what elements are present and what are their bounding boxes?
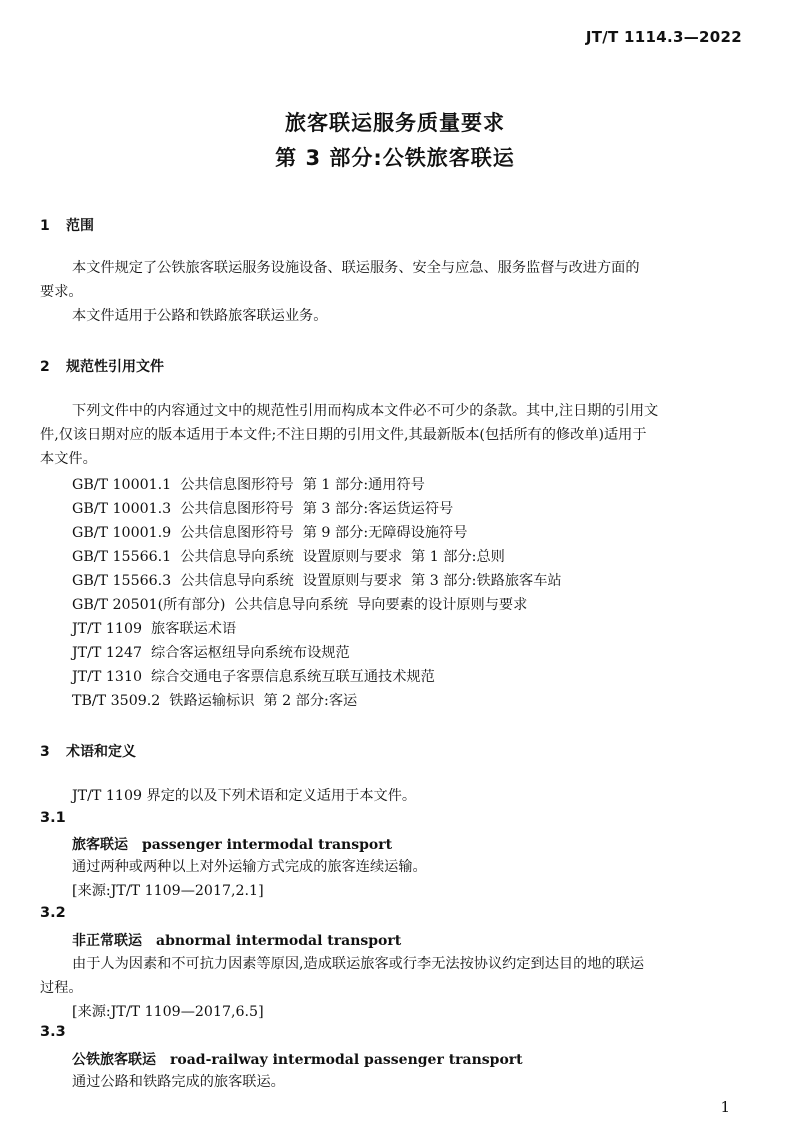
section-1-number: 1: [40, 218, 50, 234]
document-title: 旅客联运服务质量要求: [285, 111, 505, 135]
term-zh: 公铁旅客联运: [72, 1052, 156, 1068]
reference-item: TB/T 3509.2 铁路运输标识 第 2 部分:客运: [72, 693, 358, 709]
term-en: road-railway intermodal passenger transport: [170, 1052, 523, 1068]
scope-paragraph-1-line-2: 要求。: [40, 284, 83, 300]
term-zh: 非正常联运: [72, 933, 142, 949]
terms-intro: JT/T 1109 界定的以及下列术语和定义适用于本文件。: [72, 788, 417, 804]
section-2-title: 规范性引用文件: [66, 359, 164, 375]
section-3-number: 3: [40, 744, 50, 760]
reference-item: GB/T 10001.9 公共信息图形符号 第 9 部分:无障碍设施符号: [72, 525, 468, 541]
reference-item: JT/T 1310 综合交通电子客票信息系统互联互通技术规范: [72, 669, 435, 685]
term-definition: 通过两种或两种以上对外运输方式完成的旅客连续运输。: [72, 859, 427, 875]
reference-item: GB/T 15566.3 公共信息导向系统 设置原则与要求 第 3 部分:铁路旅客车站: [72, 573, 562, 589]
term-source: [来源:JT/T 1109—2017,2.1]: [72, 883, 264, 899]
reference-item: GB/T 15566.1 公共信息导向系统 设置原则与要求 第 1 部分:总则: [72, 549, 505, 565]
section-2-number: 2: [40, 359, 50, 375]
scope-paragraph-2: 本文件适用于公路和铁路旅客联运业务。: [72, 308, 328, 324]
term-definition-line-1: 由于人为因素和不可抗力因素等原因,造成联运旅客或行李无法按协议约定到达目的地的联运: [72, 956, 645, 972]
page-number: 1: [720, 1098, 730, 1116]
reference-item: GB/T 10001.3 公共信息图形符号 第 3 部分:客运货运符号: [72, 501, 454, 517]
reference-item: JT/T 1247 综合客运枢纽导向系统布设规范: [72, 645, 350, 661]
references-intro-line-1: 下列文件中的内容通过文中的规范性引用而构成本文件必不可少的条款。其中,注日期的引用文: [72, 403, 659, 419]
references-intro-line-2: 件,仅该日期对应的版本适用于本文件;不注日期的引用文件,其最新版本(包括所有的修改单)适用于: [40, 427, 647, 443]
term-source: [来源:JT/T 1109—2017,6.5]: [72, 1004, 264, 1020]
term-number: 3.1: [40, 810, 66, 826]
section-1-heading: [40, 215, 94, 235]
term-en: abnormal intermodal transport: [156, 933, 402, 949]
reference-item: GB/T 20501(所有部分) 公共信息导向系统 导向要素的设计原则与要求: [72, 597, 528, 613]
term-heading: [72, 1049, 523, 1069]
reference-item: JT/T 1109 旅客联运术语: [72, 621, 237, 637]
references-intro-line-3: 本文件。: [40, 451, 97, 467]
term-zh: 旅客联运: [72, 837, 128, 853]
section-2-heading: [40, 356, 164, 376]
term-heading: [72, 930, 401, 950]
section-1-title: 范围: [66, 218, 94, 234]
section-3-title: 术语和定义: [66, 744, 136, 760]
term-number: 3.3: [40, 1024, 66, 1040]
document-subtitle: 第 3 部分:公铁旅客联运: [275, 146, 515, 170]
term-number: 3.2: [40, 905, 66, 921]
term-en: passenger intermodal transport: [142, 837, 393, 853]
scope-paragraph-1-line-1: 本文件规定了公铁旅客联运服务设施设备、联运服务、安全与应急、服务监督与改进方面的: [72, 260, 640, 276]
reference-item: GB/T 10001.1 公共信息图形符号 第 1 部分:通用符号: [72, 477, 425, 493]
term-definition: 通过公路和铁路完成的旅客联运。: [72, 1074, 285, 1090]
section-3-heading: [40, 741, 136, 761]
term-definition-line-2: 过程。: [40, 980, 83, 996]
term-heading: [72, 834, 392, 854]
document-code: JT/T 1114.3—2022: [585, 28, 742, 46]
